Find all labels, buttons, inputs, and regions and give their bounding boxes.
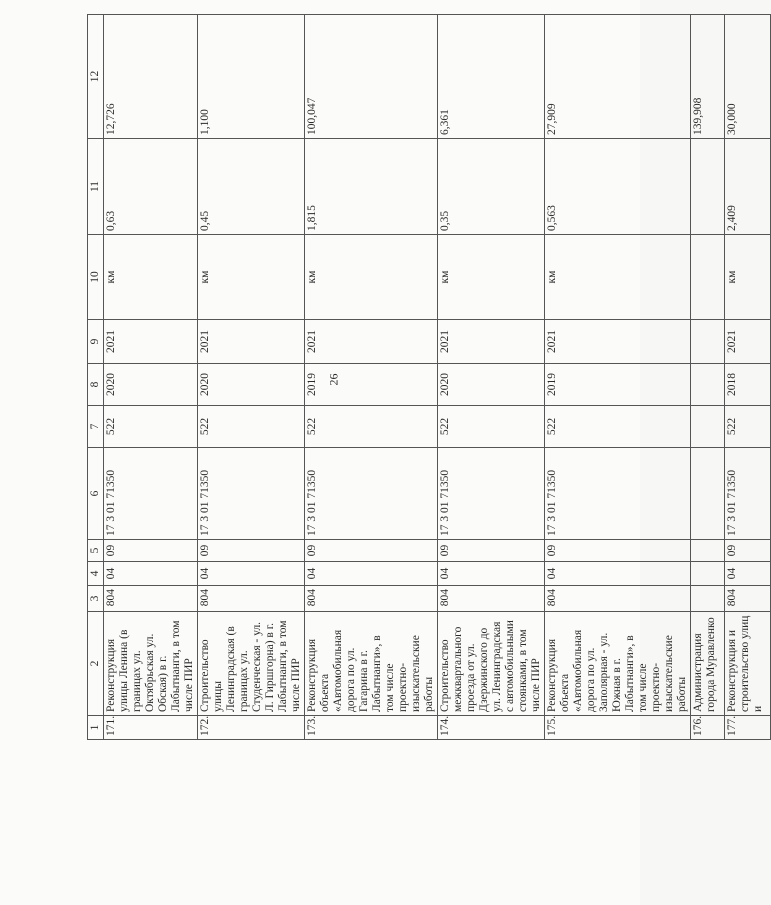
cell-col-6: 17 3 01 71350 bbox=[438, 448, 545, 540]
cell-col-10: км bbox=[438, 235, 545, 320]
cell-col-2: Строительство улицы Ленинградская (в границах ул. Студенческая - ул. Л. Гиршгорна) в г. Лабытнанги, в том числе ПИР bbox=[198, 612, 305, 716]
column-header: 1 bbox=[88, 716, 104, 740]
cell-col-9: 2021 bbox=[198, 320, 305, 364]
column-header: 6 bbox=[88, 448, 104, 540]
cell-col-12: 6,361 bbox=[438, 15, 545, 139]
column-header: 10 bbox=[88, 235, 104, 320]
header-row bbox=[88, 15, 104, 740]
cell-col-9: 2021 bbox=[104, 320, 198, 364]
column-header: 2 bbox=[88, 612, 104, 716]
cell-col-1: 172. bbox=[198, 716, 305, 740]
column-header: 4 bbox=[88, 562, 104, 586]
cell-col-3: 804 bbox=[725, 586, 771, 612]
column-header: 3 bbox=[88, 586, 104, 612]
table-row bbox=[725, 15, 771, 740]
cell-col-6 bbox=[691, 448, 725, 540]
cell-col-4: 04 bbox=[545, 562, 691, 586]
cell-col-4: 04 bbox=[438, 562, 545, 586]
cell-col-4: 04 bbox=[198, 562, 305, 586]
cell-col-1: 173. bbox=[305, 716, 438, 740]
cell-col-7: 522 bbox=[198, 406, 305, 448]
cell-col-6: 17 3 01 71350 bbox=[198, 448, 305, 540]
cell-col-8: 2019 bbox=[305, 364, 438, 406]
cell-col-8: 2020 bbox=[198, 364, 305, 406]
cell-col-11: 0,563 bbox=[545, 139, 691, 235]
cell-col-8: 2020 bbox=[104, 364, 198, 406]
page-number: 26 bbox=[326, 373, 341, 386]
cell-col-8 bbox=[691, 364, 725, 406]
cell-col-12: 1,100 bbox=[198, 15, 305, 139]
cell-col-9 bbox=[691, 320, 725, 364]
table-row bbox=[691, 15, 725, 740]
table-row bbox=[545, 15, 691, 740]
column-header: 5 bbox=[88, 540, 104, 562]
cell-col-7 bbox=[691, 406, 725, 448]
cell-col-10: км bbox=[198, 235, 305, 320]
cell-col-10 bbox=[691, 235, 725, 320]
cell-col-10: км bbox=[104, 235, 198, 320]
cell-col-4: 04 bbox=[305, 562, 438, 586]
cell-col-5: 09 bbox=[545, 540, 691, 562]
column-header: 8 bbox=[88, 364, 104, 406]
cell-col-8: 2018 bbox=[725, 364, 771, 406]
cell-col-8: 2020 bbox=[438, 364, 545, 406]
cell-col-2: Реконструкция объекта «Автомобильная дорога по ул. Гагарина в г. Лабытнанги», в том числе проектно-изыскательские работы bbox=[305, 612, 438, 716]
cell-col-3: 804 bbox=[198, 586, 305, 612]
table-row bbox=[438, 15, 545, 740]
cell-col-1: 176. bbox=[691, 716, 725, 740]
cell-col-7: 522 bbox=[545, 406, 691, 448]
cell-col-10: км bbox=[305, 235, 438, 320]
cell-col-11: 0,35 bbox=[438, 139, 545, 235]
cell-col-3: 804 bbox=[104, 586, 198, 612]
cell-col-12: 30,000 bbox=[725, 15, 771, 139]
cell-col-6: 17 3 01 71350 bbox=[725, 448, 771, 540]
cell-col-6: 17 3 01 71350 bbox=[104, 448, 198, 540]
cell-col-5: 09 bbox=[438, 540, 545, 562]
cell-col-10: км bbox=[725, 235, 771, 320]
table-row bbox=[198, 15, 305, 740]
cell-col-10: км bbox=[545, 235, 691, 320]
table-row bbox=[305, 15, 438, 740]
cell-col-7: 522 bbox=[104, 406, 198, 448]
cell-col-3: 804 bbox=[438, 586, 545, 612]
cell-col-2: Реконструкция объекта «Автомобильная дорога по ул. Заполярная - ул. Южная в г. Лабытнанги», в том числе проектно-изыскательские работы bbox=[545, 612, 691, 716]
cell-col-2: Реконструкция улицы Ленина (в границах ул. Октябрьская ул. Обская) в г. Лабытнанги, в том числе ПИР bbox=[104, 612, 198, 716]
cell-col-3: 804 bbox=[545, 586, 691, 612]
column-header: 9 bbox=[88, 320, 104, 364]
cell-col-11: 0,63 bbox=[104, 139, 198, 235]
cell-col-6: 17 3 01 71350 bbox=[305, 448, 438, 540]
cell-col-9: 2021 bbox=[725, 320, 771, 364]
cell-col-5: 09 bbox=[198, 540, 305, 562]
cell-col-5: 09 bbox=[305, 540, 438, 562]
cell-col-11: 2,409 bbox=[725, 139, 771, 235]
cell-col-1: 177. bbox=[725, 716, 771, 740]
rotated-table-container bbox=[87, 15, 764, 740]
column-header: 11 bbox=[88, 139, 104, 235]
cell-col-2: Строительство межквартального проезда от ул. Дзержинского до ул. Ленинградская с автомобильными стоянками, в том числе ПИР bbox=[438, 612, 545, 716]
cell-col-12: 100,047 bbox=[305, 15, 438, 139]
cell-col-11: 1,815 bbox=[305, 139, 438, 235]
cell-col-3 bbox=[691, 586, 725, 612]
column-header: 12 bbox=[88, 15, 104, 139]
cell-col-12: 27,909 bbox=[545, 15, 691, 139]
cell-col-9: 2021 bbox=[545, 320, 691, 364]
cell-col-5: 09 bbox=[725, 540, 771, 562]
cell-col-5 bbox=[691, 540, 725, 562]
cell-col-7: 522 bbox=[305, 406, 438, 448]
cell-col-2: Администрация города Муравленко bbox=[691, 612, 725, 716]
cell-col-12: 12,726 bbox=[104, 15, 198, 139]
table-row bbox=[104, 15, 198, 740]
cell-col-11 bbox=[691, 139, 725, 235]
cell-col-4 bbox=[691, 562, 725, 586]
cell-col-2: Реконструкция и строительство улиц и bbox=[725, 612, 771, 716]
cell-col-3: 804 bbox=[305, 586, 438, 612]
cell-col-7: 522 bbox=[438, 406, 545, 448]
cell-col-4: 04 bbox=[104, 562, 198, 586]
cell-col-9: 2021 bbox=[305, 320, 438, 364]
cell-col-1: 171. bbox=[104, 716, 198, 740]
column-header: 7 bbox=[88, 406, 104, 448]
cell-col-11: 0,45 bbox=[198, 139, 305, 235]
cell-col-1: 175. bbox=[545, 716, 691, 740]
cell-col-5: 09 bbox=[104, 540, 198, 562]
data-table bbox=[87, 14, 771, 740]
cell-col-6: 17 3 01 71350 bbox=[545, 448, 691, 540]
cell-col-12: 139,908 bbox=[691, 15, 725, 139]
cell-col-7: 522 bbox=[725, 406, 771, 448]
cell-col-8: 2019 bbox=[545, 364, 691, 406]
cell-col-9: 2021 bbox=[438, 320, 545, 364]
cell-col-4: 04 bbox=[725, 562, 771, 586]
cell-col-1: 174. bbox=[438, 716, 545, 740]
